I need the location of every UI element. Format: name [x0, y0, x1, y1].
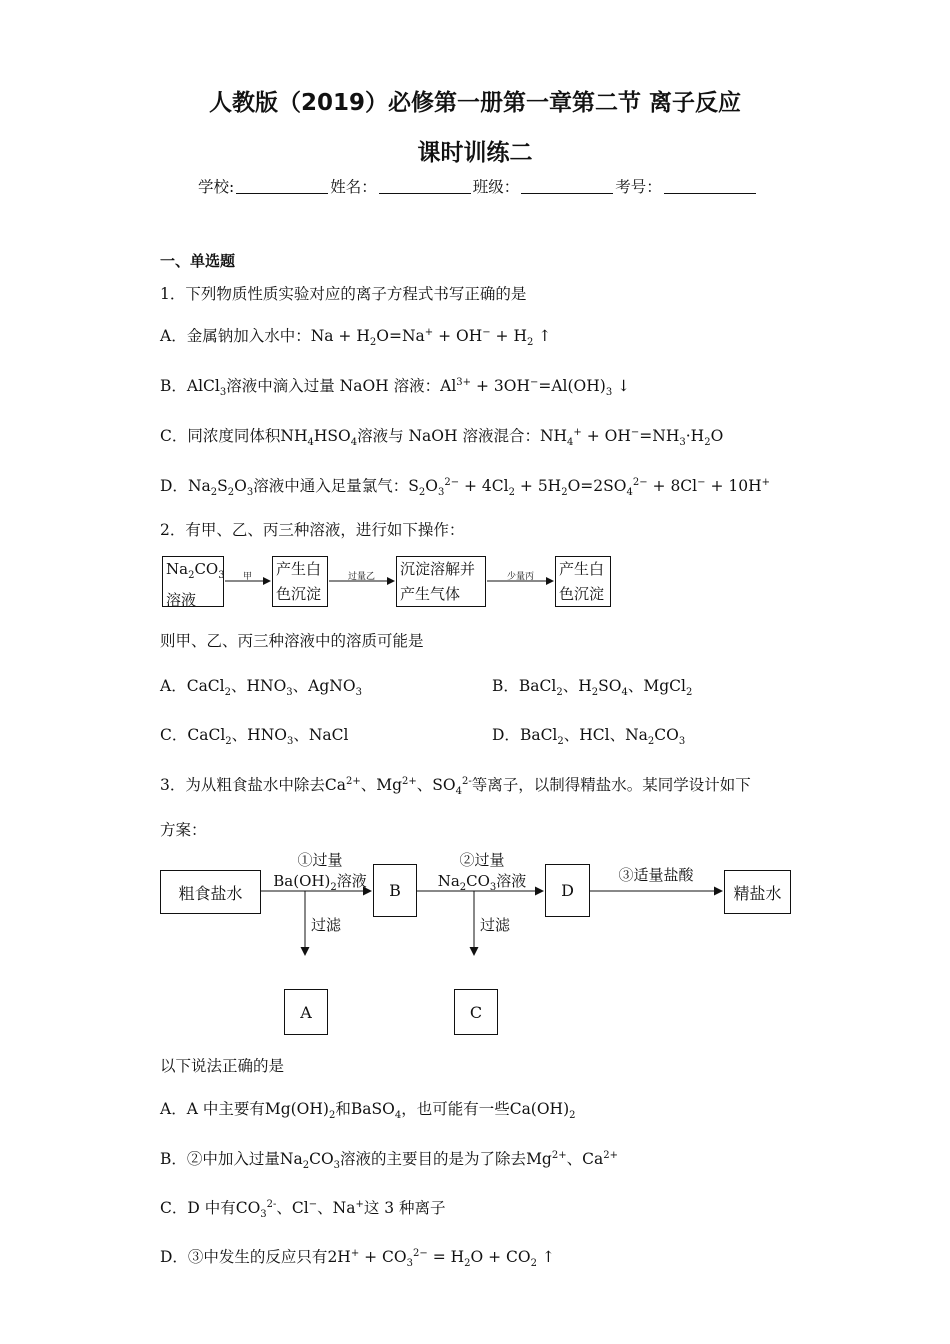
q3-box-b: B — [373, 864, 417, 917]
q3-step2-label: ②过量 $Na_2CO_3$溶液 — [437, 851, 527, 893]
q2-arrow1-label: 甲 — [243, 572, 253, 582]
q1-option-b[interactable]: B．AlCl$_3$溶液中滴入过量 NaOH 溶液：$Al^{3+} + 3OH^-=Al(OH)_3$ ↓ — [160, 376, 631, 399]
q3-question: 以下说法正确的是 — [160, 1057, 285, 1075]
q3-option-d[interactable]: D．③中发生的反应只有$2H^+ + CO_3^{2-} = H_2O + CO_2$ ↑ — [160, 1247, 555, 1270]
q3-step1-label: ①过量 $Ba(OH)_2$溶液 — [273, 851, 367, 893]
q2-option-c[interactable]: C．CaCl$_2$、$HNO_3$、NaCl — [160, 726, 349, 748]
q2-option-b[interactable]: B．BaCl$_2$、$H_2SO_4$、MgCl$_2$ — [492, 677, 693, 699]
q2-option-d[interactable]: D．BaCl$_2$、HCl、$Na_2CO_3$ — [492, 726, 686, 748]
q3-option-a[interactable]: A．A 中主要有$Mg(OH)_2$和BaSO$_4$，也可能有一些$Ca(OH)_2$ — [160, 1100, 576, 1122]
q1-option-d[interactable]: D．$Na_2S_2O_3$溶液中通入足量氯气：$S_2O_3^{2-} + 4Cl_2 + 5H_2O=2SO_4^{2-} + 8Cl^- + 10H^+$ — [160, 476, 771, 499]
q1-stem: 1．下列物质性质实验对应的离子方程式书写正确的是 — [160, 285, 527, 303]
q2-box2: 产生白 色沉淀 — [272, 556, 328, 607]
q3-stem-cont: 方案： — [160, 821, 207, 839]
q1-option-c[interactable]: C．同浓度同体积$NH_4HSO_4$溶液与 NaOH 溶液混合：$NH_4^+ + OH^-=NH_3\cdot H_2O$ — [160, 426, 724, 449]
class-label: 班级： — [472, 178, 520, 196]
school-label: 学校: — [198, 178, 235, 196]
page-title: 人教版（2019）必修第一册第一章第二节 离子反应 — [208, 90, 742, 116]
q3-box-refined-brine: 精盐水 — [724, 870, 791, 914]
q3-box-a: A — [284, 989, 328, 1035]
q2-arrow2-label: 过量乙 — [348, 572, 376, 582]
q3-option-b[interactable]: B．②中加入过量$Na_2CO_3$溶液的主要目的是为了除去$Mg^{2+}$、$Ca^{2+}$ — [160, 1149, 618, 1172]
q2-box3: 沉淀溶解并 产生气体 — [396, 556, 486, 607]
q3-step3-label: ③适量盐酸 — [618, 866, 694, 884]
q1-option-a[interactable]: A．金属钠加入水中：$Na + H_2O=Na^+ + OH^- + H_2$ ↑ — [160, 326, 552, 349]
q2-box4: 产生白 色沉淀 — [555, 556, 611, 607]
exam-no-label: 考号： — [615, 178, 662, 196]
q3-filter2-label: 过滤 — [480, 916, 511, 934]
q2-question: 则甲、乙、丙三种溶液中的溶质可能是 — [160, 632, 424, 650]
q3-box-d: D — [545, 864, 590, 917]
q2-stem: 2．有甲、乙、丙三种溶液，进行如下操作： — [160, 521, 465, 539]
q3-option-c[interactable]: C．D 中有$CO_3^{2-}$、Cl−、Na+这 3 种离子 — [160, 1198, 446, 1221]
q2-arrow3-label: 少量丙 — [507, 572, 535, 582]
name-label: 姓名： — [330, 178, 377, 196]
section-heading: 一、单选题 — [160, 252, 236, 270]
q3-box-crude-brine: 粗食盐水 — [160, 870, 261, 914]
q2-option-a[interactable]: A．CaCl$_2$、$HNO_3$、AgNO$_3$ — [160, 677, 362, 699]
q3-filter1-label: 过滤 — [311, 916, 342, 934]
q2-box-na2co3: $Na_2CO_3$ 溶液 — [162, 556, 224, 607]
page-subtitle: 课时训练二 — [417, 140, 533, 166]
q3-box-c: C — [454, 989, 498, 1035]
q3-stem: 3．为从粗食盐水中除去$Ca^{2+}$、$Mg^{2+}$、$SO_4^{2-}$等离子，以制得精盐水。某同学设计如下 — [160, 775, 751, 798]
